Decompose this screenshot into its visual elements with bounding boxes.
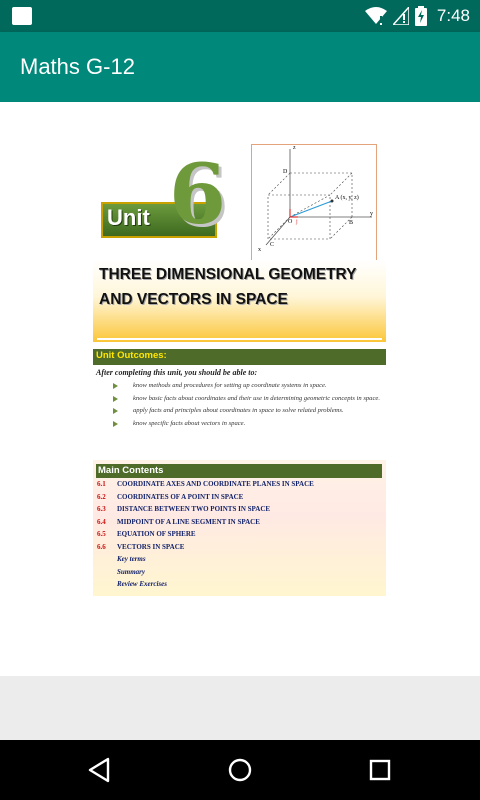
- bottom-area: [0, 676, 480, 740]
- title-divider: [97, 338, 382, 340]
- battery-charging-icon: [415, 6, 427, 26]
- contents-row: 6.6 VECTORS IN SPACE: [97, 542, 185, 551]
- back-icon[interactable]: [84, 754, 116, 786]
- figure-label-d: D: [283, 169, 288, 175]
- bullet-arrow-icon: [113, 396, 118, 402]
- contents-row: 6.3 DISTANCE BETWEEN TWO POINTS IN SPACE: [97, 505, 271, 513]
- contents-heading: Main Contents: [98, 465, 164, 476]
- outcomes-heading-bar: [93, 349, 386, 365]
- home-icon[interactable]: [224, 754, 256, 786]
- notification-icon: [12, 7, 32, 25]
- contents-row: 6.1 COORDINATE AXES AND COORDINATE PLANES IN SPACE: [97, 480, 314, 488]
- figure-label-z: z: [293, 145, 296, 151]
- bullet-arrow-icon: [113, 421, 118, 427]
- figure-label-b: B: [349, 220, 354, 226]
- contents-row: 6.4 MIDPOINT OF A LINE SEGMENT IN SPACE: [97, 517, 260, 526]
- contents-row: 6.5 EQUATION OF SPHERE: [97, 530, 196, 538]
- figure-point-label: A (x, y, z): [335, 195, 359, 201]
- outcomes-intro: After completing this unit, you should be able to:: [96, 368, 258, 377]
- unit-number: 6: [169, 147, 227, 243]
- contents-row: Review Exercises: [117, 580, 167, 588]
- figure-label-o: O: [288, 219, 293, 225]
- contents-row: Key terms: [117, 555, 146, 563]
- app-bar: [0, 32, 480, 102]
- coordinate-figure: [251, 144, 377, 262]
- contents-heading-bar: [96, 464, 382, 478]
- status-time: 7:48: [436, 6, 470, 25]
- contents-row: 6.2 COORDINATES OF A POINT IN SPACE: [97, 492, 244, 501]
- contents-list: [97, 480, 382, 593]
- unit-title-box: [93, 260, 386, 342]
- unit-label: Unit: [107, 205, 150, 230]
- cell-signal-icon: [393, 7, 409, 25]
- list-item: know basic facts about coordinates and their use in determining geometric concepts in space.: [111, 393, 383, 406]
- wifi-icon: [365, 7, 387, 25]
- figure-label-y: y: [370, 211, 373, 217]
- outcomes-heading: Unit Outcomes:: [96, 350, 167, 361]
- bullet-arrow-icon: [113, 383, 118, 389]
- app-title: Maths G-12: [20, 54, 135, 79]
- figure-label-j: j: [296, 219, 298, 225]
- document-page[interactable]: [93, 142, 386, 596]
- status-bar: [0, 0, 480, 32]
- navigation-bar: [0, 740, 480, 800]
- contents-row: Summary: [117, 567, 146, 576]
- figure-label-c: C: [270, 242, 275, 248]
- outcomes-list: [111, 380, 383, 430]
- status-icons: [365, 4, 470, 28]
- bullet-arrow-icon: [113, 408, 118, 414]
- list-item: apply facts and principles about coordinates in space to solve related problems.: [111, 405, 383, 418]
- unit-title: THREE DIMENSIONAL GEOMETRY AND VECTORS IN SPACE: [99, 266, 357, 308]
- recents-icon[interactable]: [364, 754, 396, 786]
- list-item: know specific facts about vectors in space.: [111, 418, 383, 431]
- list-item: know methods and procedures for setting up coordinate systems in space.: [111, 380, 383, 393]
- figure-label-x: x: [258, 247, 261, 253]
